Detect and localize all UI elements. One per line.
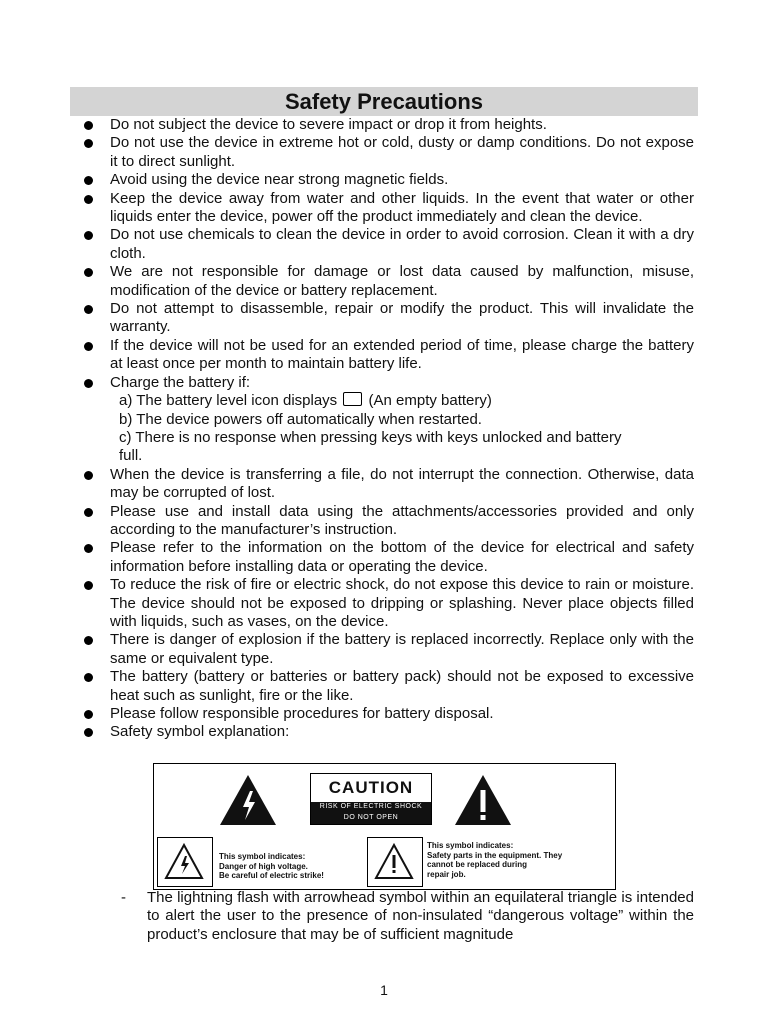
bullet-icon bbox=[84, 673, 93, 682]
list-item: Do not use chemicals to clean the device in order to avoid corrosion. Clean it with a dry cloth. bbox=[84, 226, 694, 263]
list-item: We are not responsible for damage or lost data caused by malfunction, misuse, modification of the device or battery replacement. bbox=[84, 263, 694, 300]
charge-condition-c: c) There is no response when pressing keys with keys unlocked and battery bbox=[119, 428, 622, 446]
list-item: Keep the device away from water and other liquids. In the event that water or other liquids enter the device, power off the product immediately and clean the device. bbox=[84, 190, 694, 227]
symbol-descriptions bbox=[157, 837, 613, 887]
caution-banner bbox=[311, 802, 431, 824]
list-item: Avoid using the device near strong magnetic fields. bbox=[84, 171, 694, 189]
bullet-icon bbox=[84, 268, 93, 277]
bullet-icon bbox=[84, 544, 93, 553]
caution-line-1: RISK OF ELECTRIC SHOCK bbox=[319, 803, 423, 810]
list-item: Do not attempt to disassemble, repair or modify the product. This will invalidate the warranty. bbox=[84, 300, 694, 337]
bullet-icon bbox=[84, 342, 93, 351]
small-exclamation-cell bbox=[367, 837, 423, 887]
list-item: The battery (battery or batteries or battery pack) should not be exposed to excessive heat such as sunlight, fire or the like. bbox=[84, 668, 694, 705]
bullet-icon bbox=[84, 471, 93, 480]
charge-condition-a: a) The battery level icon displays (An empty battery) bbox=[119, 392, 492, 410]
small-lightning-cell bbox=[157, 837, 213, 887]
small-exclamation-icon bbox=[368, 838, 420, 884]
safety-symbol-panel bbox=[153, 763, 616, 890]
lightning-description: This symbol indicates: Danger of high voltage. Be careful of electric strike! bbox=[219, 852, 324, 880]
list-item: Please use and install data using the attachments/accessories provided and only according to the manufacturer’s instruction. bbox=[84, 503, 694, 540]
title-bar bbox=[70, 87, 698, 116]
list-item: Please follow responsible procedures for battery disposal. bbox=[84, 705, 694, 723]
caution-title: CAUTION bbox=[328, 778, 414, 797]
symbol-explanation bbox=[121, 889, 694, 944]
safety-list bbox=[84, 116, 694, 742]
bullet-icon bbox=[84, 636, 93, 645]
explanation-text: The lightning flash with arrowhead symbol within an equilateral triangle is intended to alert the user to the presence of non-insulated “dangerous voltage” within the product’s enclosure that may be of sufficient magnitude bbox=[147, 889, 694, 943]
lightning-warning-icon bbox=[219, 774, 277, 826]
caution-label bbox=[310, 773, 432, 825]
charge-condition-c-cont: full. bbox=[119, 447, 143, 465]
small-lightning-icon bbox=[158, 838, 210, 884]
list-item: To reduce the risk of fire or electric shock, do not expose this device to rain or moisture. The device should not be exposed to dripping or splashing. Never place objects filled with liquids, such as vases, on the device. bbox=[84, 576, 694, 631]
dash-marker: - bbox=[121, 889, 126, 906]
exclamation-warning-icon bbox=[454, 774, 512, 826]
bullet-icon bbox=[84, 121, 93, 130]
list-item: Do not use the device in extreme hot or cold, dusty or damp conditions. Do not expose it to direct sunlight. bbox=[84, 134, 694, 171]
caution-line-2: DO NOT OPEN bbox=[343, 814, 399, 821]
list-item: Please refer to the information on the bottom of the device for electrical and safety information before installing data or operating the device. bbox=[84, 539, 694, 576]
bullet-icon bbox=[84, 379, 93, 388]
bullet-icon bbox=[84, 508, 93, 517]
bullet-icon bbox=[84, 231, 93, 240]
list-item: Do not subject the device to severe impact or drop it from heights. bbox=[84, 116, 694, 134]
exclamation-description: This symbol indicates: Safety parts in the equipment. They cannot be replaced during repair job. bbox=[427, 841, 563, 879]
list-item: When the device is transferring a file, do not interrupt the connection. Otherwise, data may be corrupted of lost. bbox=[84, 466, 694, 503]
bullet-icon bbox=[84, 305, 93, 314]
page-number: 1 bbox=[380, 982, 388, 998]
empty-battery-icon bbox=[343, 392, 362, 406]
list-item: If the device will not be used for an extended period of time, please charge the battery at least once per month to maintain battery life. bbox=[84, 337, 694, 374]
bullet-icon bbox=[84, 728, 93, 737]
bullet-icon bbox=[84, 710, 93, 719]
list-item: There is danger of explosion if the battery is replaced incorrectly. Replace only with the same or equivalent type. bbox=[84, 631, 694, 668]
bullet-icon bbox=[84, 176, 93, 185]
list-item-charge: Charge the battery if: a) The battery level icon displays (An empty battery) b) The device powers off automatically when restarted. c) There is no response when pressing keys with keys unlocked and battery full. bbox=[84, 374, 694, 466]
bullet-icon bbox=[84, 581, 93, 590]
bullet-icon bbox=[84, 139, 93, 148]
page-title: Safety Precautions bbox=[284, 89, 484, 114]
bullet-icon bbox=[84, 195, 93, 204]
list-item: Safety symbol explanation: bbox=[84, 723, 694, 741]
charge-condition-b: b) The device powers off automatically when restarted. bbox=[119, 410, 482, 428]
